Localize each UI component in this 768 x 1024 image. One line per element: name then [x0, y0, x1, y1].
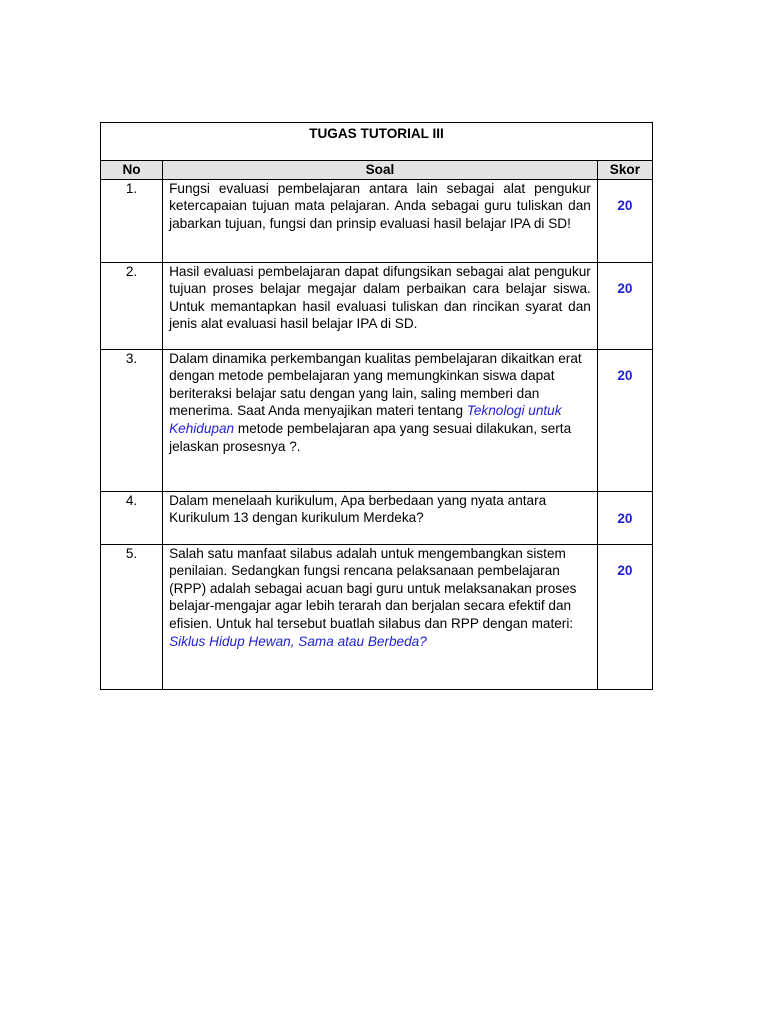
- table-row: [101, 179, 653, 262]
- score-value: 20: [617, 280, 633, 296]
- score-value: 20: [617, 197, 633, 213]
- table-title: TUGAS TUTORIAL III: [101, 123, 653, 161]
- table-row: [101, 262, 653, 349]
- score-value: 20: [617, 367, 633, 383]
- row-number: 5.: [101, 544, 163, 689]
- question-text: Dalam menelaah kurikulum, Apa berbedaan yang nyata antara Kurikulum 13 dengan kurikulum Merdeka?: [169, 492, 547, 526]
- table-row: [101, 349, 653, 491]
- question-text: Dalam dinamika perkembangan kualitas pembelajaran dikaitkan erat dengan metode pembelajaran yang memungkinkan siswa dapat beriteraksi belajar satu dengan yang lain, saling memberi dan menerima. Saat Anda menyajikan materi tentang Teknologi untuk Kehidupan metode pembelajaran apa yang sesuai dilakukan, serta jelaskan prosesnya ?.: [169, 350, 582, 454]
- question-text: Fungsi evaluasi pembelajaran antara lain sebagai alat pengukur ketercapaian tujuan mata pelajaran. Anda sebagai guru tuliskan dan jabarkan tujuan, fungsi dan prinsip evaluasi hasil belajar IPA di SD!: [169, 180, 591, 231]
- tutorial-table: [100, 122, 653, 690]
- header-no: No: [101, 161, 163, 180]
- header-soal: Soal: [163, 161, 598, 180]
- topic-highlight: Siklus Hidup Hewan, Sama atau Berbeda?: [169, 633, 427, 649]
- table-row: [101, 544, 653, 689]
- row-number: 3.: [101, 349, 163, 491]
- row-number: 4.: [101, 491, 163, 544]
- question-text: Salah satu manfaat silabus adalah untuk mengembangkan sistem penilaian. Sedangkan fungsi rencana pelaksanaan pembelajaran (RPP) adalah sebagai acuan bagi guru untuk melaksanakan proses belajar-mengajar agar lebih terarah dan berjalan secara efektif dan efisien. Untuk hal tersebut buatlah silabus dan RPP dengan materi: Siklus Hidup Hewan, Sama atau Berbeda?: [169, 545, 577, 649]
- row-number: 2.: [101, 262, 163, 349]
- topic-highlight: Teknologi untuk Kehidupan: [169, 403, 562, 436]
- table-row: [101, 491, 653, 544]
- score-value: 20: [617, 562, 633, 578]
- header-skor: Skor: [597, 161, 652, 180]
- question-text: Hasil evaluasi pembelajaran dapat difungsikan sebagai alat pengukur tujuan proses belajar megajar dalam perbaikan cara belajar siswa. Untuk memantapkan hasil evaluasi tuliskan dan rincikan syarat dan jenis alat evaluasi hasil belajar IPA di SD.: [169, 263, 591, 332]
- row-number: 1.: [101, 179, 163, 262]
- score-value: 20: [617, 510, 633, 526]
